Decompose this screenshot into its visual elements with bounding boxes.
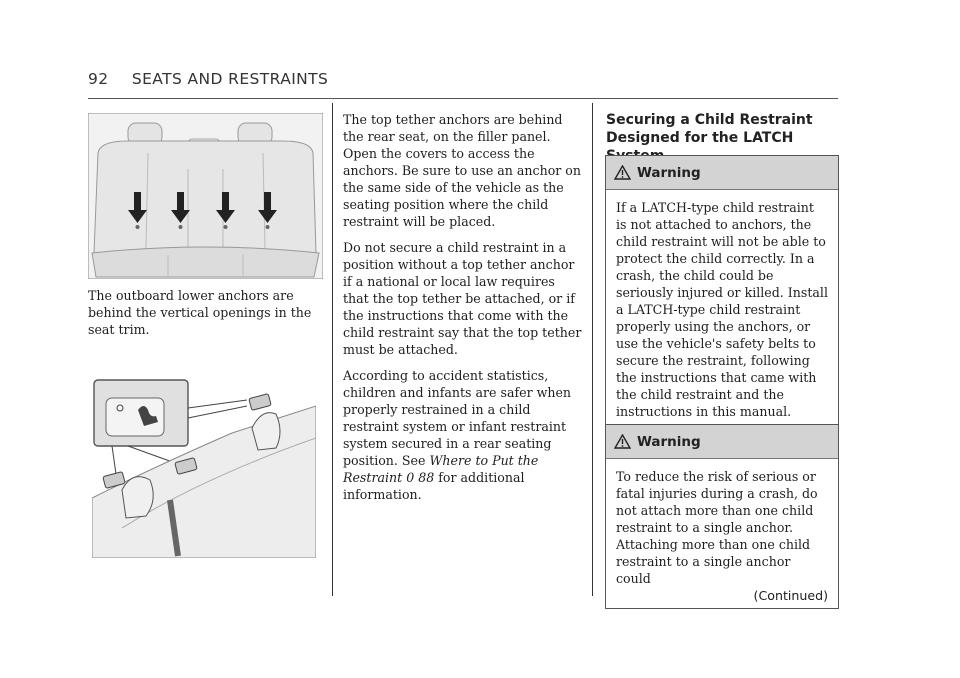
warning-box [605,424,839,609]
cross-reference-link[interactable]: Where to Put the Restraint [343,453,539,485]
warning-box [605,155,839,431]
column-2 [343,111,583,512]
page-ref-symbol: 0 [406,470,415,485]
image-caption: The outboard lower anchors are behind the vertical openings in the seat trim. [88,288,312,337]
warning-text: To reduce the risk of serious or fatal injuries during a crash, do not attach more than one child restraint to a single anchor. Attaching more than one child restraint to a single anchor could [616,469,818,586]
paragraph: The top tether anchors are behind the rear seat, on the filler panel. Open the covers to access the anchors. Be sure to use an anchor on the same side of the vehicle as the seating position where the child restraint will be placed. [343,112,581,229]
warning-header [606,156,838,190]
continued-label: (Continued) [753,588,828,603]
warning-text: If a LATCH-type child restraint is not attached to anchors, the child restraint will not be able to protect the child correctly. In a crash, the child could be seriously injured or killed. Install a LATCH-type child restraint properly using the anchors, or use the vehicle's safety belts to secure the restraint, following the instructions that came with the child restraint and the instructions in this manual. [616,200,828,419]
page-number: 92 [88,70,109,88]
warning-triangle-icon [614,165,631,180]
rear-seat-anchors-illustration [88,113,323,279]
section-name: SEATS AND RESTRAINTS [131,70,329,88]
page-header [88,70,328,88]
paragraph: Do not secure a child restraint in a position without a top tether anchor if a national or local law requires that the top tether be attached, or if the instructions that come with the child restraint say that the top tether must be attached. [343,240,582,357]
top-tether-anchors-illustration [92,378,316,558]
warning-body [606,459,838,608]
section-title: Securing a Child Restraint Designed for the LATCH [606,112,813,146]
header-rule [88,98,838,99]
warning-title: Warning [637,164,701,181]
column-divider [592,103,593,596]
warning-triangle-icon [614,434,631,449]
warning-header [606,425,838,459]
paragraph-text: for additional information. [343,470,525,502]
column-divider [332,103,333,596]
column-1 [88,287,323,347]
warning-title: Warning [637,433,701,450]
paragraph-text: According to accident statistics, children and infants are safer when properly restrained in a child restraint system or infant restraint system secured in a rear seating position. See [343,368,572,468]
paragraph [343,367,583,503]
page-ref-number[interactable]: 88 [418,470,435,485]
